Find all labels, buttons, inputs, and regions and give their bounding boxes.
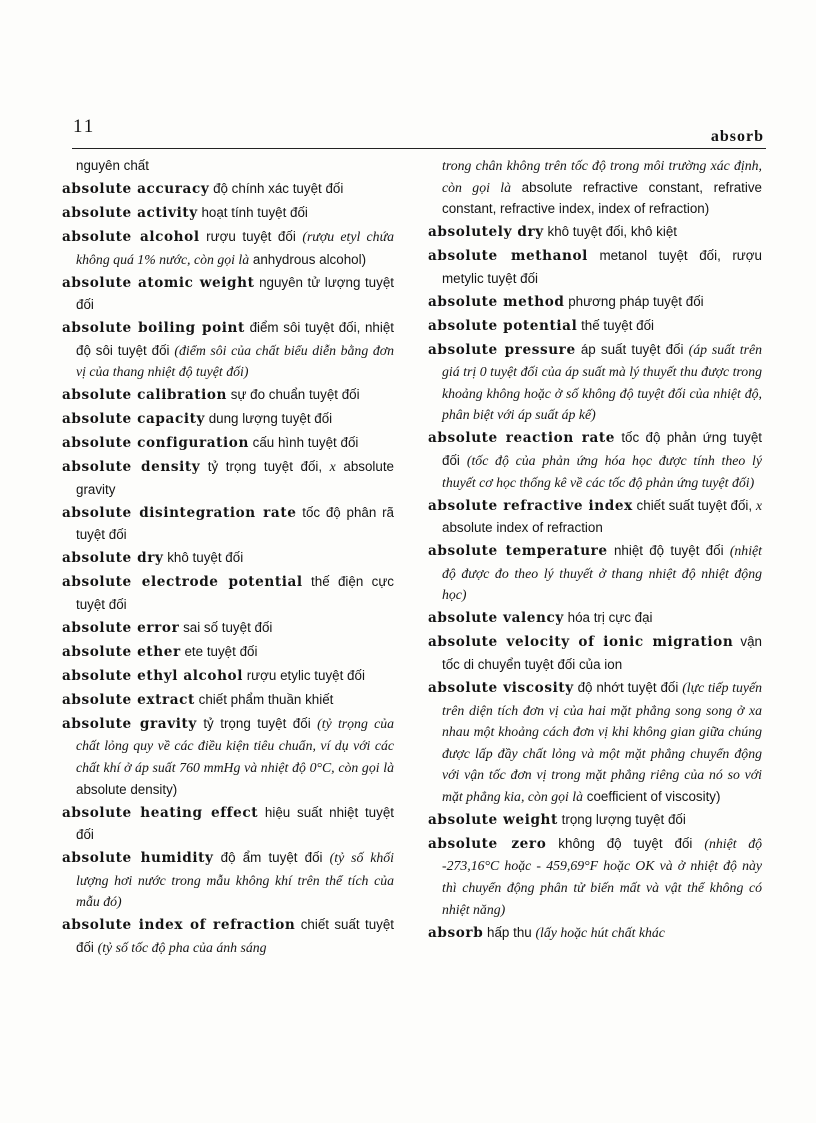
dictionary-entry (428, 922, 762, 945)
dictionary-entry (62, 456, 394, 500)
definition: rượu etylic tuyệt đối (242, 667, 365, 683)
headword: absolute method (428, 293, 565, 310)
header-rule (72, 148, 766, 149)
note: trong chân không trên tốc độ trong môi trường xác định, còn gọi là (442, 158, 762, 195)
headword: absolute dry (62, 550, 164, 567)
dictionary-entry (62, 178, 394, 201)
dictionary-entry (428, 245, 762, 289)
dictionary-entry (428, 631, 762, 675)
headword: absolute velocity of ionic migration (428, 634, 734, 651)
definition: thế điện cực tuyệt đối (76, 574, 394, 612)
headword: absolute ether (62, 643, 181, 660)
dictionary-entry (428, 339, 762, 426)
headword: absolute weight (428, 811, 558, 828)
definition: rượu tuyệt đối (199, 228, 303, 244)
dictionary-entry (62, 914, 394, 958)
right-column (428, 155, 762, 946)
continued-entry (428, 155, 762, 220)
headword: absolute extract (62, 691, 195, 708)
cross-reference: absolute index of refraction (442, 520, 603, 536)
definition: tỷ trọng tuyệt đối, (200, 459, 330, 475)
definition: hóa trị cực đại (563, 610, 653, 626)
note: (điểm sôi của chất biểu diễn bằng đơn vị của thang nhiệt độ tuyệt đối) (76, 342, 394, 380)
definition: metanol tuyệt đối, rượu metylic tuyệt đối (442, 248, 762, 286)
note: (tỷ số khối lượng hơi nước trong mẫu không khí trên thể tích của mẫu đó) (76, 850, 394, 910)
note: (áp suất trên giá trị 0 tuyệt đối của áp suất mà lý thuyết thu được trong khoảng không hoặc ở số không độ tuyệt đối của nhiệt độ, phân biệt với áp suất áp kế) (442, 341, 762, 423)
definition: áp suất tuyệt đối (575, 341, 689, 357)
dictionary-entry (428, 221, 762, 244)
dictionary-entry (62, 408, 394, 431)
note: (nhiệt độ được đo theo lý thuyết ở thang nhiệt độ nhiệt động học) (442, 543, 762, 603)
dictionary-entry (428, 291, 762, 314)
dictionary-entry (428, 833, 762, 920)
headword: absolute potential (428, 317, 578, 334)
dictionary-entry (62, 571, 394, 615)
headword: absolute accuracy (62, 180, 210, 197)
definition: tốc độ phân rã tuyệt đối (76, 504, 394, 543)
definition: tỷ trọng tuyệt đối (196, 715, 318, 731)
page-number: 11 (73, 116, 96, 137)
headword: absolute index of refraction (62, 917, 296, 934)
definition: anhydrous alcohol) (249, 251, 367, 267)
definition: absolute refractive constant, refrative constant, refractive index, index of refraction) (442, 179, 762, 217)
dictionary-entry (62, 384, 394, 407)
left-column (62, 155, 394, 960)
headword: absolute electrode potential (62, 574, 303, 591)
headword: absolute valency (428, 610, 564, 627)
dictionary-entry (62, 617, 394, 640)
definition: trọng lượng tuyệt đối (557, 811, 686, 827)
headword: absolute methanol (428, 248, 588, 265)
note: (lấy hoặc hút chất khác (535, 924, 665, 940)
definition: chiết phẩm thuần khiết (194, 691, 334, 707)
definition: cấu hình tuyệt đối (248, 435, 359, 451)
definition: hiệu suất nhiệt tuyệt đối (76, 804, 394, 843)
headword: absolute disintegration rate (62, 504, 297, 521)
headword: absolute heating effect (62, 804, 259, 821)
definition: hấp thu (483, 924, 536, 940)
definition: độ chính xác tuyệt đối (209, 180, 344, 196)
definition: chiết suất tuyệt đối (76, 917, 394, 955)
headword: absolute capacity (62, 411, 205, 428)
note: (lực tiếp tuyến trên diện tích đơn vị của hai mặt phẳng song song ở xa nhau một khoảng cách đơn vị khi không gian giữa chúng được lấp đầy chất lỏng và một mặt phẳng chuyển động với vận tốc đơn vị trong mặt phẳng riêng của nó so với mặt phẳng kia, còn gọi là (442, 679, 762, 804)
dictionary-entry (428, 677, 762, 808)
headword: absolute reaction rate (428, 430, 616, 447)
dictionary-entry (62, 689, 394, 712)
headword: absolute configuration (62, 435, 249, 452)
definition: dung lượng tuyệt đối (204, 411, 333, 427)
headword: absolute ethyl alcohol (62, 667, 243, 684)
headword: absolute temperature (428, 543, 608, 560)
note: (nhiệt độ -273,16°C hoặc - 459,69°F hoặc OK và ở nhiệt độ này thì chuyển động phân tử biến mất và vật thể không có nhiệt năng) (442, 835, 762, 917)
definition: vận tốc di chuyển tuyệt đối của ion (442, 634, 762, 672)
headword: absolute refractive index (428, 497, 633, 514)
headword: absolute pressure (428, 341, 576, 358)
dictionary-entry (62, 317, 394, 383)
dictionary-entry (428, 540, 762, 606)
cross-reference-marker: x (329, 459, 336, 475)
definition: tốc độ phản ứng tuyệt đối (442, 430, 762, 469)
headword: absolute viscosity (428, 679, 574, 696)
dictionary-entry (62, 665, 394, 688)
dictionary-entry (62, 226, 394, 270)
dictionary-entry (428, 427, 762, 493)
dictionary-entry (428, 495, 762, 539)
dictionary-entry (428, 809, 762, 832)
headword: absolute gravity (62, 715, 197, 732)
dictionary-entry (62, 272, 394, 316)
dictionary-entry (62, 547, 394, 570)
definition: phương pháp tuyệt đối (564, 293, 704, 309)
definition: khô tuyệt đối, khô kiệt (543, 224, 678, 240)
definition: ete tuyệt đối (180, 643, 258, 659)
guide-word: absorb (710, 128, 764, 145)
definition: hoạt tính tuyệt đối (197, 204, 308, 220)
note: (tốc độ của phản ứng hóa học được tính theo lý thuyết cơ học thống kê về các tốc độ phản ứng tuyệt đối) (442, 453, 762, 490)
definition: điểm sôi tuyệt đối, nhiệt độ sôi tuyệt đối (76, 320, 394, 358)
dictionary-entry (62, 847, 394, 913)
definition: thế tuyệt đối (577, 317, 655, 333)
definition: khô tuyệt đối (163, 550, 244, 566)
continued-entry: nguyên chất (76, 158, 149, 173)
note: (tỷ trọng của chất lỏng quy về các điều kiện tiêu chuẩn, ví dụ với các chất khí ở áp suất 760 mmHg và nhiệt độ 0°C, còn gọi là (76, 715, 394, 776)
dictionary-entry (62, 802, 394, 846)
headword: absolute error (62, 619, 180, 636)
definition: độ nhớt tuyệt đối (573, 679, 683, 695)
dictionary-entry (62, 641, 394, 664)
definition: không độ tuyệt đối (546, 835, 705, 851)
headword: absolutely dry (428, 224, 544, 241)
headword: absolute boiling point (62, 320, 245, 337)
dictionary-entry (428, 315, 762, 338)
definition: sự đo chuẩn tuyệt đối (227, 387, 360, 403)
cross-reference-marker: x (755, 497, 762, 513)
headword: absolute density (62, 459, 201, 476)
dictionary-entry (62, 432, 394, 455)
definition: nhiệt độ tuyệt đối (607, 543, 730, 559)
definition: nguyên tử lượng tuyệt đối (76, 274, 394, 313)
headword: absolute activity (62, 204, 198, 221)
headword: absolute alcohol (62, 228, 200, 245)
headword: absolute calibration (62, 387, 228, 404)
dictionary-entry (428, 607, 762, 630)
definition: độ ẩm tuyệt đối (213, 850, 330, 866)
note: (rượu etyl chứa không quá 1% nước, còn gọi là (76, 228, 394, 267)
dictionary-entry (62, 502, 394, 546)
headword: absorb (428, 924, 484, 941)
definition: coefficient of viscosity) (583, 788, 721, 804)
definition: chiết suất tuyệt đối, (632, 497, 756, 513)
definition: sai số tuyệt đối (179, 619, 273, 635)
note: (tỷ số tốc độ pha của ánh sáng (97, 940, 267, 955)
cross-reference: absolute gravity (76, 459, 394, 497)
headword: absolute atomic weight (62, 274, 255, 291)
headword: absolute zero (428, 835, 547, 852)
definition: absolute density) (76, 781, 178, 797)
headword: absolute humidity (62, 850, 214, 867)
dictionary-entry (62, 202, 394, 225)
dictionary-entry (62, 713, 394, 800)
